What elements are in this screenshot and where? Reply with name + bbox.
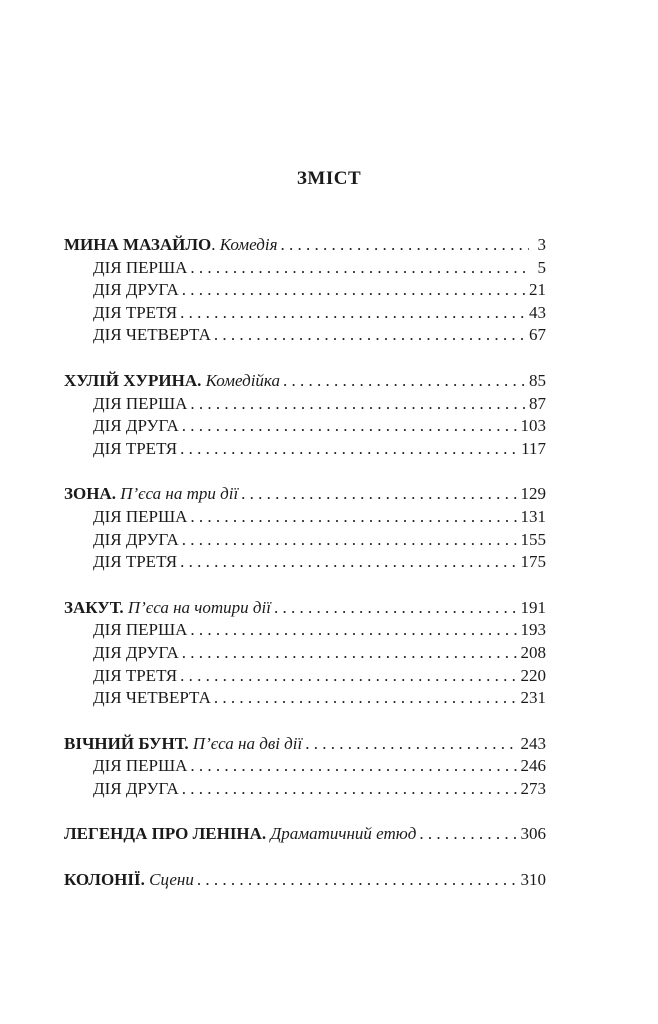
toc-subentry[interactable] (64, 506, 546, 529)
work-genre: Комедія (219, 235, 278, 254)
dot-leader (214, 687, 518, 710)
toc-entry[interactable] (64, 370, 546, 393)
page-number: 273 (520, 778, 546, 798)
dot-leader (190, 506, 517, 529)
dot-leader (214, 324, 526, 347)
work-title: ВІЧНИЙ БУНТ. (64, 733, 189, 753)
page-number: 85 (529, 370, 546, 390)
act-label: ДІЯ ДРУГА (93, 280, 179, 300)
work-title: ХУЛІЙ ХУРИНА. (64, 370, 202, 390)
page-number: 103 (520, 416, 546, 436)
work-title: ЛЕГЕНДА ПРО ЛЕНІНА. (64, 824, 267, 844)
dot-leader (180, 665, 517, 688)
act-label: ДІЯ ЧЕТВЕРТА (93, 688, 211, 708)
act-label: ДІЯ ПЕРША (93, 506, 188, 526)
page-number: 191 (520, 597, 546, 617)
page-number: 310 (520, 870, 546, 890)
page-number: 129 (520, 484, 546, 504)
page-number: 306 (520, 824, 546, 844)
page-number: 21 (529, 280, 546, 300)
toc-subentry[interactable] (64, 551, 546, 574)
dot-leader (182, 529, 518, 552)
work-title: ЗОНА. (64, 484, 116, 504)
toc-subentry[interactable] (64, 778, 546, 801)
page-number: 243 (520, 733, 546, 753)
toc-subentry[interactable] (64, 642, 546, 665)
act-label: ДІЯ ДРУГА (93, 529, 179, 549)
dot-leader (180, 438, 518, 461)
act-label: ДІЯ ПЕРША (93, 620, 188, 640)
dot-leader (190, 393, 526, 416)
act-label: ДІЯ ПЕРША (93, 393, 188, 413)
dot-leader (190, 755, 517, 778)
toc-entry[interactable] (64, 483, 546, 506)
work-genre: Драматичний етюд (270, 824, 417, 844)
dot-leader (182, 279, 526, 302)
page-number: 5 (537, 257, 546, 277)
dot-leader (241, 483, 517, 506)
dot-leader (197, 869, 518, 892)
work-title: МИНА МАЗАЙЛО (64, 235, 212, 254)
act-label: ДІЯ ДРУГА (93, 778, 179, 798)
dot-leader (180, 302, 526, 325)
act-label: ДІЯ ЧЕТВЕРТА (93, 325, 211, 345)
page-number: 175 (520, 552, 546, 572)
work-genre: П’єса на три дії (120, 484, 239, 504)
page-number: 193 (520, 620, 546, 640)
toc-subentry[interactable] (64, 393, 546, 416)
toc-subentry[interactable] (64, 665, 546, 688)
act-label: ДІЯ ДРУГА (93, 416, 179, 436)
toc-subentry[interactable] (64, 324, 546, 347)
dot-leader (305, 733, 517, 756)
toc-subentry[interactable] (64, 755, 546, 778)
toc-entry[interactable] (64, 597, 546, 620)
toc-subentry[interactable] (64, 687, 546, 710)
act-label: ДІЯ ТРЕТЯ (93, 552, 178, 572)
toc-subentry[interactable] (64, 302, 546, 325)
dot-leader (190, 257, 529, 280)
dot-leader (280, 234, 529, 257)
toc-entry[interactable] (64, 869, 546, 892)
page-number: 246 (520, 756, 546, 776)
page-number: 231 (520, 688, 546, 708)
dot-leader (190, 619, 517, 642)
toc-heading: ЗМІСТ (296, 168, 362, 189)
work-genre: П’єса на дві дії (192, 733, 303, 753)
page-number: 208 (520, 642, 546, 662)
dot-leader (274, 597, 518, 620)
dot-leader (182, 415, 518, 438)
page-number: 117 (521, 438, 546, 458)
page-number: 3 (537, 235, 546, 254)
dot-leader (182, 778, 518, 801)
title-separator: . (211, 235, 216, 254)
act-label: ДІЯ ТРЕТЯ (93, 665, 178, 685)
work-title: КОЛОНІЇ. (64, 870, 145, 890)
act-label: ДІЯ ПЕРША (93, 257, 188, 277)
toc-subentry[interactable] (64, 529, 546, 552)
act-label: ДІЯ ТРЕТЯ (93, 302, 178, 322)
toc-entry[interactable] (64, 234, 546, 257)
toc-subentry[interactable] (64, 257, 546, 280)
act-label: ДІЯ ДРУГА (93, 642, 179, 662)
toc-entry[interactable] (64, 823, 546, 846)
page-number: 155 (520, 529, 546, 549)
work-genre: П’єса на чотири дії (127, 597, 271, 617)
work-genre: Комедійка (205, 370, 280, 390)
dot-leader (283, 370, 526, 393)
act-label: ДІЯ ТРЕТЯ (93, 438, 178, 458)
page-number: 43 (529, 302, 546, 322)
toc-entry[interactable] (64, 733, 546, 756)
act-label: ДІЯ ПЕРША (93, 756, 188, 776)
toc-subentry[interactable] (64, 438, 546, 461)
dot-leader (180, 551, 517, 574)
toc-subentry[interactable] (64, 279, 546, 302)
dot-leader (182, 642, 518, 665)
dot-leader (419, 823, 517, 846)
work-genre: Сцени (149, 870, 194, 890)
toc-subentry[interactable] (64, 415, 546, 438)
page-number: 220 (520, 665, 546, 685)
page-number: 87 (529, 393, 546, 413)
work-title: ЗАКУТ. (64, 597, 124, 617)
table-of-contents (64, 234, 546, 892)
toc-subentry[interactable] (64, 619, 546, 642)
page-number: 67 (529, 325, 546, 345)
page-number: 131 (520, 506, 546, 526)
